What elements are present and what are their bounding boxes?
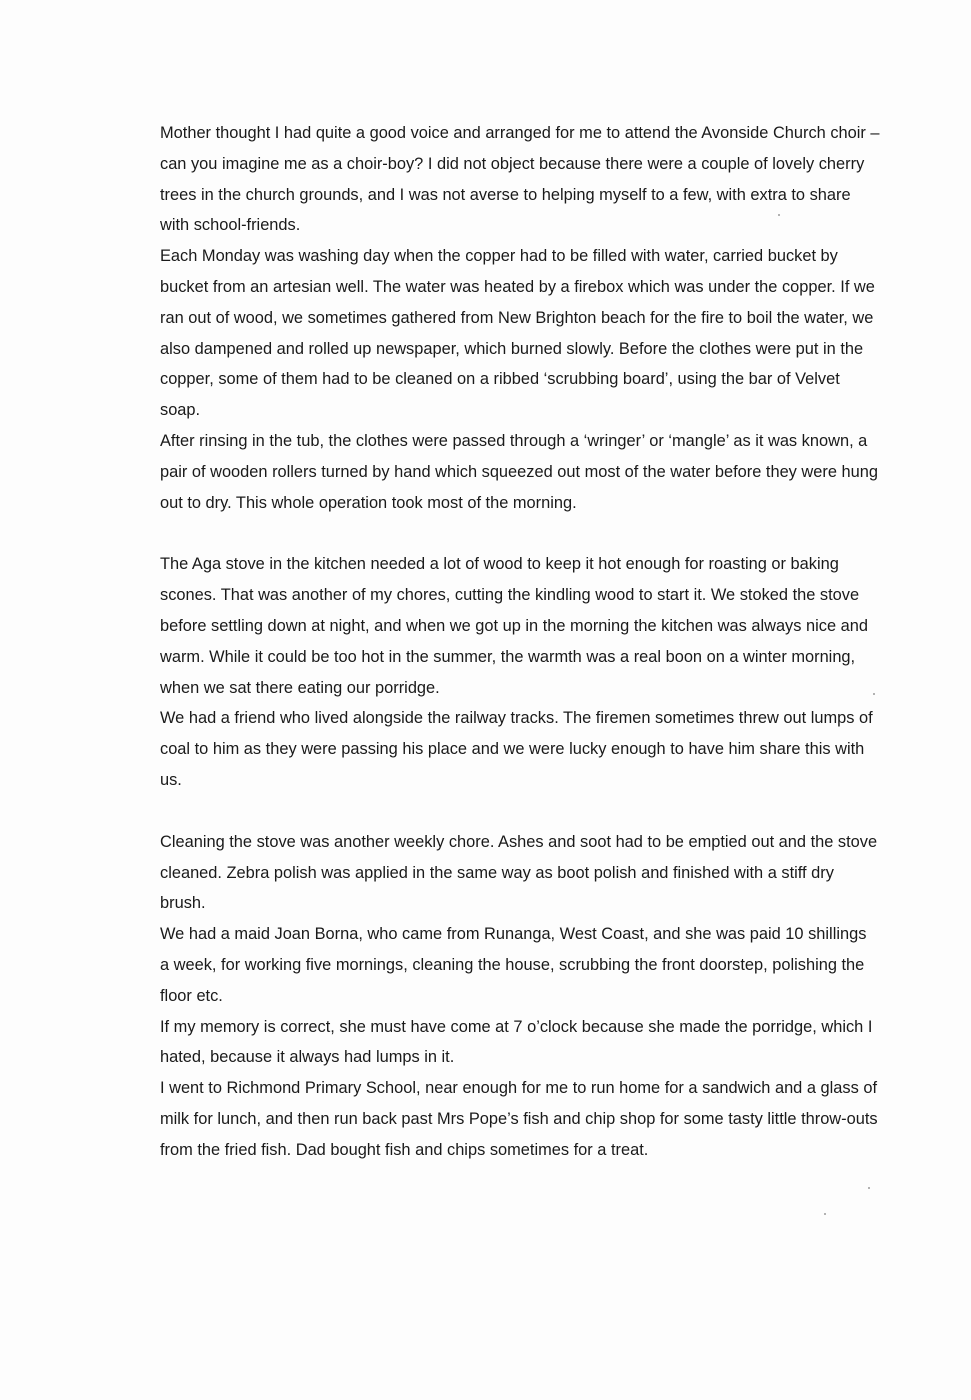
paragraph-wringer: After rinsing in the tub, the clothes were passed through a ‘wringer’ or ‘mangle’ as it was known, a pair of wooden rollers turned by hand which squeezed out most of the water before they were hung out to dry. This whole operation took most of the morning. <box>160 431 878 512</box>
document-body <box>160 118 880 1166</box>
section-chores-school <box>160 827 880 1166</box>
paragraph-choir: Mother thought I had quite a good voice and arranged for me to attend the Avonside Church choir – can you imagine me as a choir-boy? I did not object because there were a couple of lovely cherry trees in the church grounds, and I was not averse to helping myself to a few, with extra to share with school-friends. <box>160 124 880 235</box>
section-choir-washing <box>160 118 880 518</box>
scan-speck <box>824 1213 826 1215</box>
paragraph-railway-coal: We had a friend who lived alongside the railway tracks. The firemen sometimes threw out lumps of coal to him as they were passing his place and we were lucky enough to have him share this with us. <box>160 709 873 789</box>
paragraph-porridge: If my memory is correct, she must have come at 7 o’clock because she made the porridge, which I hated, because it always had lumps in it. <box>160 1017 873 1067</box>
scan-speck <box>868 1187 870 1189</box>
paragraph-gap <box>160 796 880 827</box>
paragraph-aga-stove: The Aga stove in the kitchen needed a lot of wood to keep it hot enough for roasting or baking scones. That was another of my chores, cutting the kindling wood to start it. We stoked the stove before settling down at night, and when we got up in the morning the kitchen was always nice and warm. While it could be too hot in the summer, the warmth was a real boon on a winter morning, when we sat there eating our porridge. <box>160 555 868 697</box>
scan-speck <box>778 214 780 216</box>
scan-speck <box>873 693 875 695</box>
paragraph-school: I went to Richmond Primary School, near enough for me to run home for a sandwich and a glass of milk for lunch, and then run back past Mrs Pope’s fish and chip shop for some tasty little throw-outs from the fried fish. Dad bought fish and chips sometimes for a treat. <box>160 1079 878 1159</box>
paragraph-cleaning-stove: Cleaning the stove was another weekly chore. Ashes and soot had to be emptied out and the stove cleaned. Zebra polish was applied in the same way as boot polish and finished with a stiff dry brush. <box>160 832 878 913</box>
paragraph-washing-day: Each Monday was washing day when the copper had to be filled with water, carried bucket by bucket from an artesian well. The water was heated by a firebox which was under the copper. If we ran out of wood, we sometimes gathered from New Brighton beach for the fire to boil the water, we also dampened and rolled up newspaper, which burned slowly. Before the clothes were put in the copper, some of them had to be cleaned on a ribbed ‘scrubbing board’, using the bar of Velvet soap. <box>160 247 875 420</box>
paragraph-gap <box>160 518 880 549</box>
section-aga-stove <box>160 549 880 795</box>
paragraph-maid: We had a maid Joan Borna, who came from Runanga, West Coast, and she was paid 10 shillings a week, for working five mornings, cleaning the house, scrubbing the front doorstep, polishing the floor etc. <box>160 925 867 1005</box>
